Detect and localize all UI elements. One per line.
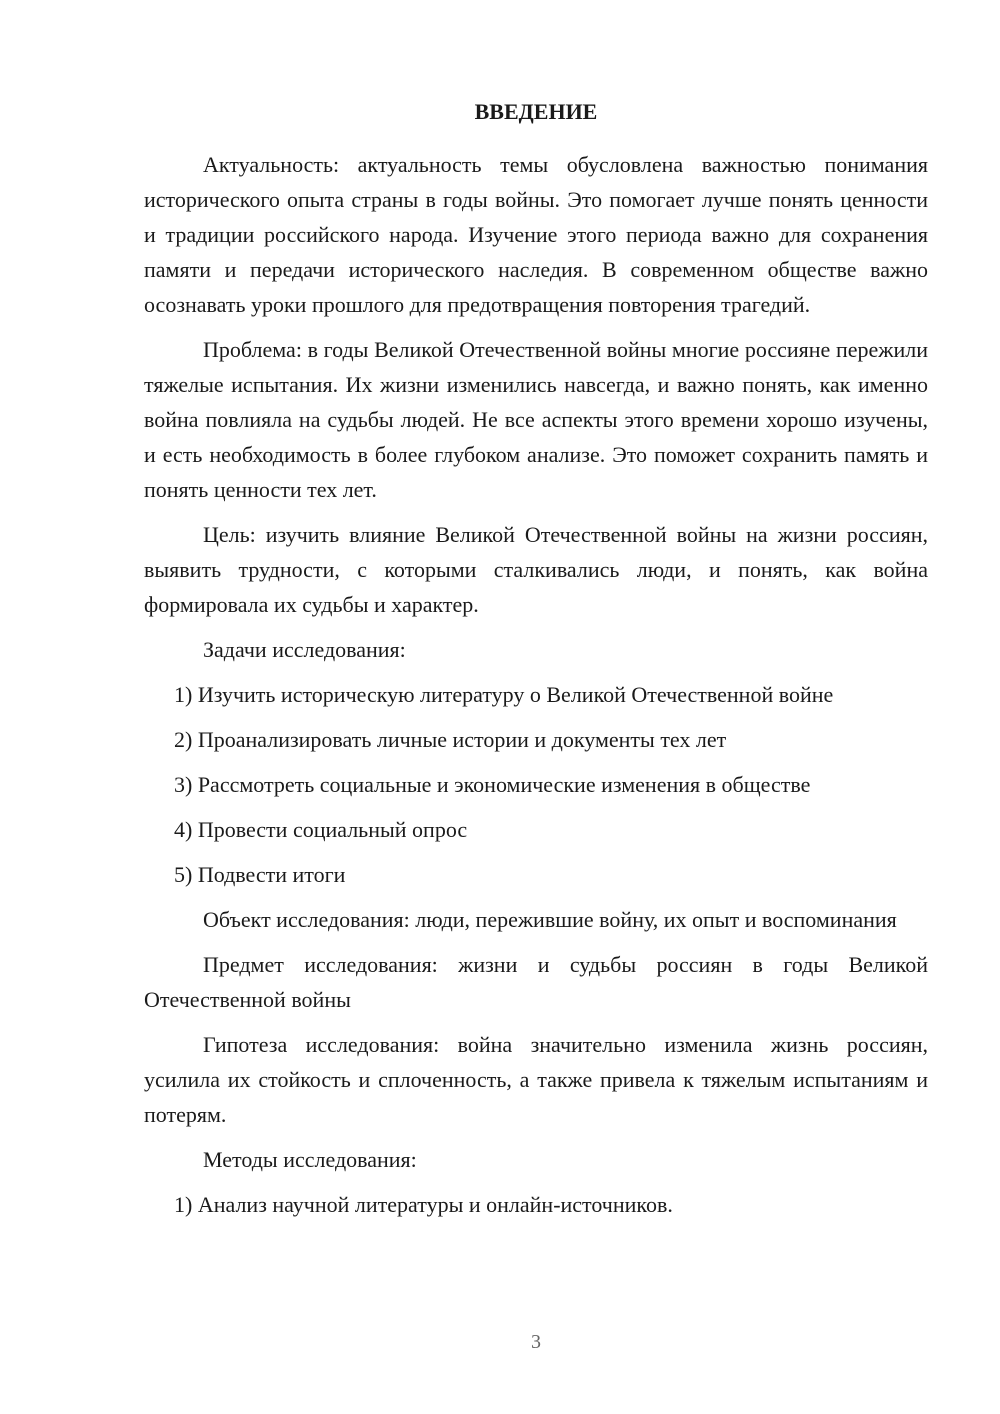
list-item: 2) Проанализировать личные истории и документы тех лет (174, 727, 727, 752)
subject-paragraph: Предмет исследования: жизни и судьбы россиян в годы Великой Отечественной войны (144, 952, 928, 1012)
goal-paragraph: Цель: изучить влияние Великой Отечественной войны на жизни россиян, выявить трудности, с которыми сталкивались люди, и понять, как война формировала их судьбы и характер. (144, 522, 928, 617)
hypothesis-paragraph: Гипотеза исследования: война значительно изменила жизнь россиян, усилила их стойкость и сплоченность, а также привела к тяжелым испытаниям и потерям. (144, 1032, 928, 1127)
page-number: 3 (531, 1331, 541, 1353)
list-item: 1) Изучить историческую литературу о Великой Отечественной войне (174, 682, 834, 707)
page-title: ВВЕДЕНИЕ (474, 99, 598, 124)
methods-list (144, 1187, 928, 1222)
list-item: 4) Провести социальный опрос (174, 817, 468, 842)
object-paragraph: Объект исследования: люди, пережившие войну, их опыт и воспоминания (203, 907, 897, 932)
list-item: 3) Рассмотреть социальные и экономические изменения в обществе (174, 772, 811, 797)
tasks-heading: Задачи исследования: (203, 637, 406, 662)
page-content (144, 94, 928, 1232)
relevance-paragraph: Актуальность: актуальность темы обусловлена важностью понимания исторического опыта страны в годы войны. Это помогает лучше понять ценности и традиции российского народа. Изучение этого периода важно для сохранения памяти и передачи исторического наследия. В современном обществе важно осознавать уроки прошлого для предотвращения повторения трагедий. (144, 152, 928, 317)
list-item: 5) Подвести итоги (174, 862, 346, 887)
problem-paragraph: Проблема: в годы Великой Отечественной войны многие россияне пережили тяжелые испытания. Их жизни изменились навсегда, и важно понять, как именно война повлияла на судьбы людей. Не все аспекты этого времени хорошо изучены, и есть необходимость в более глубоком анализе. Это поможет сохранить память и понять ценности тех лет. (144, 337, 928, 502)
tasks-list (144, 677, 928, 892)
methods-heading: Методы исследования: (203, 1147, 417, 1172)
list-item: 1) Анализ научной литературы и онлайн-источников. (174, 1192, 673, 1217)
